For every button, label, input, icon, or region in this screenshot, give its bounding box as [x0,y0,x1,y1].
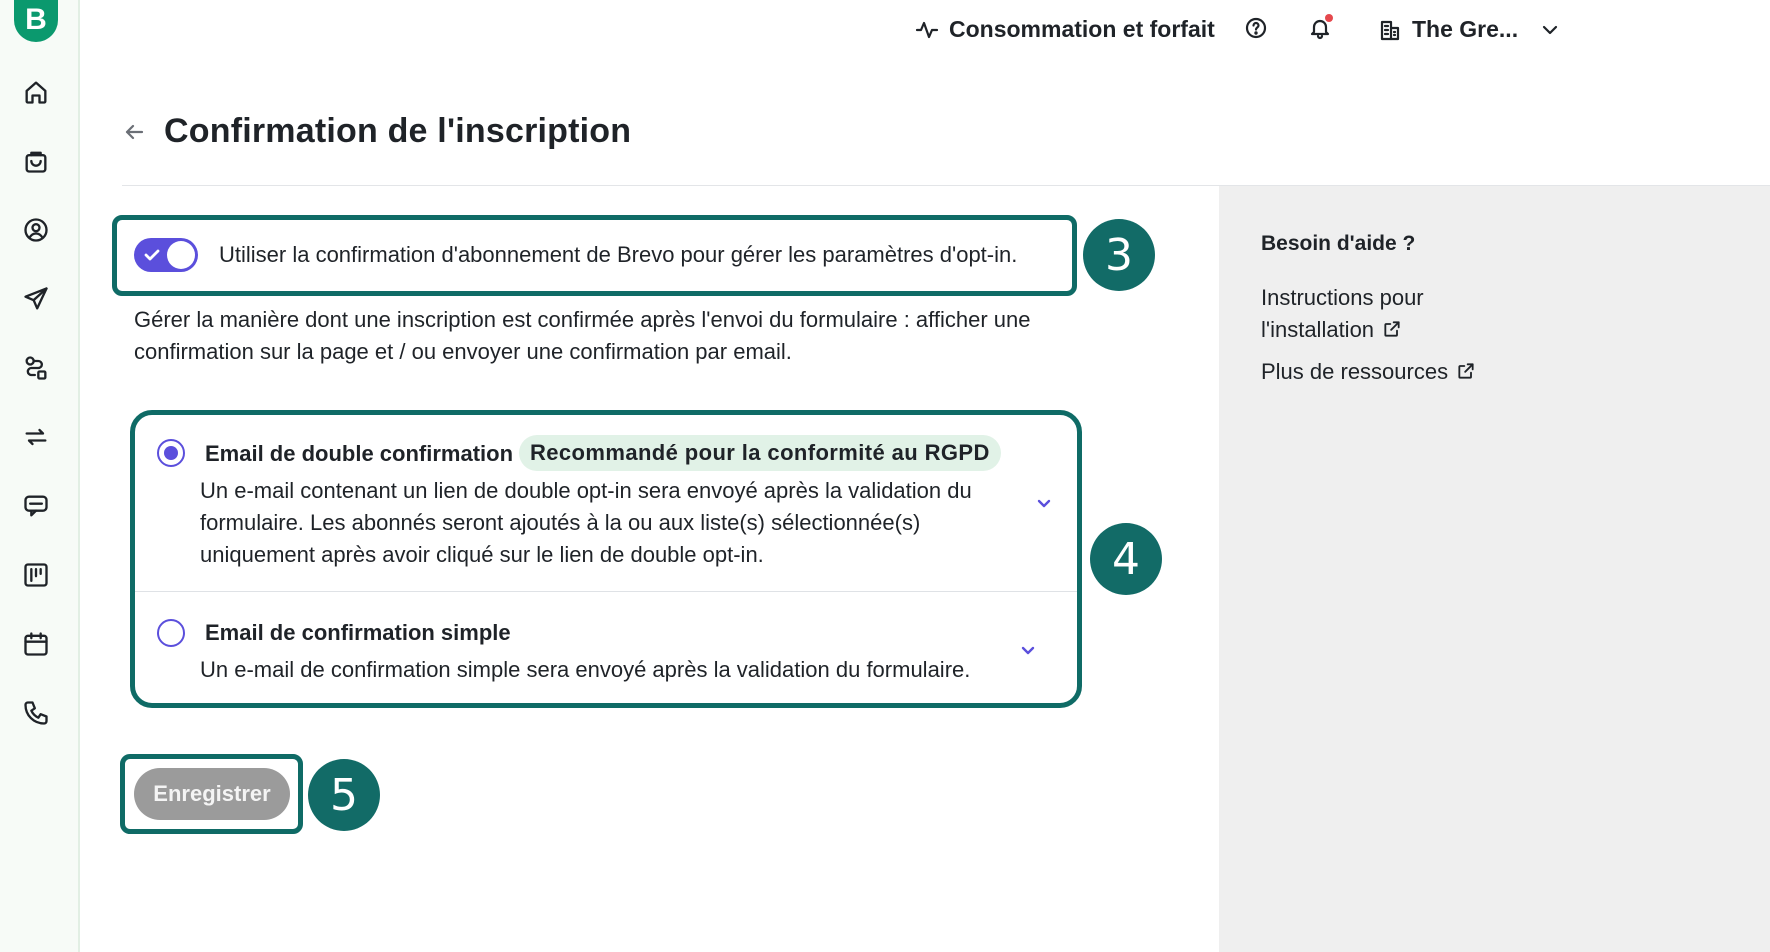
toggle-knob [167,241,195,269]
help-panel [1219,186,1770,952]
install-instructions-label: Instructions pour l'installation [1261,285,1424,342]
external-link-icon [1456,361,1476,381]
notification-dot [1325,14,1333,22]
usage-plan-link[interactable] [915,16,1215,43]
account-menu[interactable] [1378,16,1562,43]
contact-icon[interactable] [20,214,52,246]
building-icon [1378,18,1402,42]
more-resources-label: Plus de ressources [1261,359,1449,384]
arrow-left-icon [122,120,146,144]
brevo-confirmation-toggle[interactable] [134,238,198,272]
sync-icon[interactable] [20,421,52,453]
calendar-icon[interactable] [20,628,52,660]
usage-plan-label: Consommation et forfait [949,16,1215,42]
callout-badge-5: 5 [308,759,380,831]
shopping-bag-icon[interactable] [20,145,52,177]
phone-icon[interactable] [20,697,52,729]
help-button[interactable] [1244,16,1268,40]
sidebar [0,0,80,952]
automation-icon[interactable] [20,352,52,384]
more-resources-link[interactable] [1261,356,1561,388]
rgpd-badge: Recommandé pour la conformité au RGPD [519,435,1001,471]
option-desc-simple: Un e-mail de confirmation simple sera envoyé après la validation du formulaire. [200,657,971,682]
chevron-down-icon [1538,18,1562,42]
expand-double-chevron-icon[interactable] [1034,493,1054,513]
options-divider [135,591,1077,592]
option-desc-double: Un e-mail contenant un lien de double opt-in sera envoyé après la validation du formulaire. Les abonnés seront ajoutés à la ou aux liste(s) sélectionnée(s) uniquement après avoir cliqué sur le lien de double opt-in. [200,478,972,567]
send-icon[interactable] [20,283,52,315]
activity-icon [915,18,939,42]
back-button[interactable] [122,120,146,144]
callout-badge-4: 4 [1090,523,1162,595]
install-instructions-link[interactable] [1261,282,1521,346]
confirmation-options-card [130,410,1082,708]
expand-simple-chevron-icon[interactable] [1018,640,1038,660]
help-title: Besoin d'aide ? [1261,232,1416,255]
option-title-simple: Email de confirmation simple [205,620,511,645]
notifications-button[interactable] [1308,16,1332,40]
page-title: Confirmation de l'inscription [164,112,632,150]
save-button[interactable]: Enregistrer [134,768,290,820]
radio-double-confirmation[interactable] [157,439,185,467]
chat-icon[interactable] [20,490,52,522]
help-circle-icon [1244,16,1268,40]
radio-simple-confirmation[interactable] [157,619,185,647]
board-icon[interactable] [20,559,52,591]
home-icon[interactable] [20,76,52,108]
account-name: The Gre... [1412,16,1519,42]
check-icon [143,246,161,264]
external-link-icon [1382,319,1402,339]
callout-badge-3: 3 [1083,219,1155,291]
top-bar [80,0,1770,64]
confirmation-description: Gérer la manière dont une inscription est confirmée après l'envoi du formulaire : afficher une confirmation sur la page et / ou envoyer une confirmation par email. [134,307,1031,364]
toggle-label: Utiliser la confirmation d'abonnement de Brevo pour gérer les paramètres d'opt-in. [219,242,1018,267]
option-title-double: Email de double confirmation [205,441,514,466]
brevo-logo[interactable]: B [14,0,58,42]
